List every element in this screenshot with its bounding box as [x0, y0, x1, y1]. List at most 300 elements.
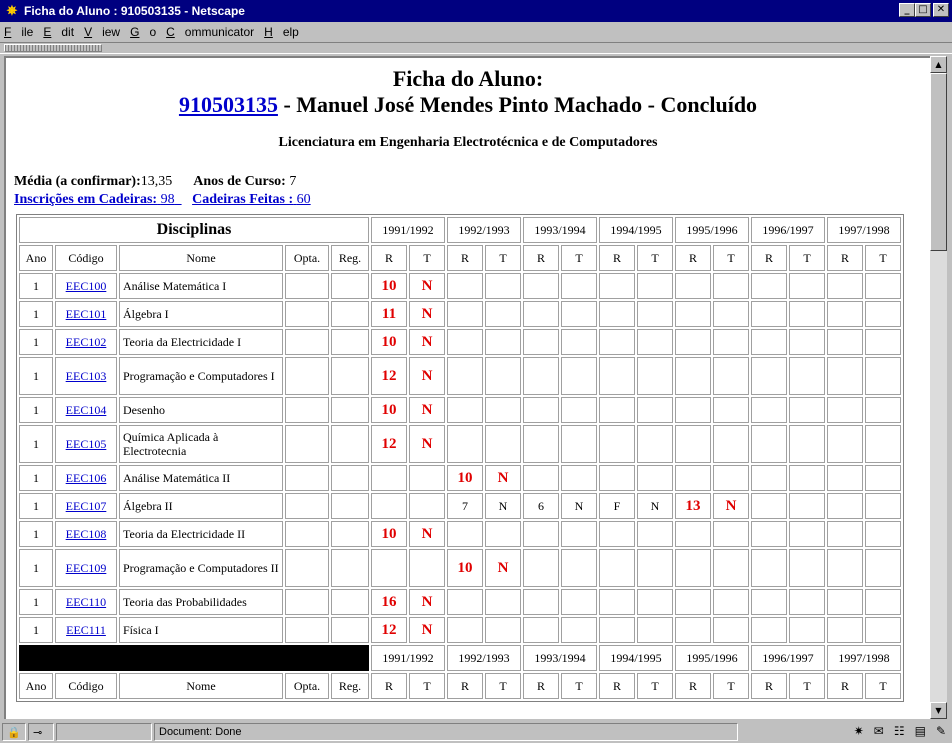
- year-header: 1994/1995: [599, 217, 673, 243]
- menu-help[interactable]: H elp: [264, 25, 299, 39]
- inscricoes-link[interactable]: [14, 192, 182, 207]
- cell-type: N: [409, 521, 445, 547]
- cell-reg: [331, 549, 369, 587]
- year-header: 1993/1994: [523, 217, 597, 243]
- menu-view[interactable]: V iew: [84, 25, 121, 39]
- col-r: R: [447, 245, 483, 271]
- cell-reg: [331, 521, 369, 547]
- col-t: T: [561, 673, 597, 699]
- cell-result: 6: [523, 493, 559, 519]
- col-t: T: [409, 245, 445, 271]
- cell-type: [865, 493, 901, 519]
- cell-type: [485, 589, 521, 615]
- navigator-icon[interactable]: ✷: [853, 724, 864, 738]
- cell-type: [485, 329, 521, 355]
- cell-result: [599, 329, 635, 355]
- cell-result: [599, 273, 635, 299]
- cell-type: [637, 465, 673, 491]
- collapsed-toolbar: [0, 42, 952, 54]
- cell-type: [561, 357, 597, 395]
- cell-opta: [285, 425, 329, 463]
- cell-result: [599, 397, 635, 423]
- cell-result: [523, 425, 559, 463]
- col-r: R: [751, 673, 787, 699]
- cell-reg: [331, 493, 369, 519]
- cell-type: [637, 549, 673, 587]
- cell-type: N: [485, 549, 521, 587]
- course-code-link[interactable]: EEC105: [65, 436, 107, 451]
- year-header: 1992/1993: [447, 217, 521, 243]
- cell-nome: Programação e Computadores II: [119, 549, 283, 587]
- cell-type: [865, 301, 901, 327]
- cell-result: 16: [371, 589, 407, 615]
- course-code-link[interactable]: EEC106: [65, 470, 107, 485]
- cell-type: [485, 357, 521, 395]
- cell-codigo: [55, 273, 117, 299]
- vertical-scrollbar[interactable]: [930, 56, 947, 719]
- cell-result: [827, 425, 863, 463]
- cell-result: [675, 589, 711, 615]
- cell-result: 10: [371, 273, 407, 299]
- cell-result: [827, 521, 863, 547]
- cell-type: [789, 301, 825, 327]
- close-button[interactable]: ✕: [933, 3, 949, 17]
- year-header: 1996/1997: [751, 217, 825, 243]
- col-r: R: [599, 673, 635, 699]
- cell-codigo: [55, 549, 117, 587]
- cell-type: [865, 589, 901, 615]
- col-t: T: [561, 245, 597, 271]
- page-heading: [6, 66, 930, 118]
- cell-type: [713, 465, 749, 491]
- cell-result: 12: [371, 357, 407, 395]
- menu-go[interactable]: G o: [130, 25, 157, 39]
- cell-result: [751, 617, 787, 643]
- cell-nome: Programação e Computadores I: [119, 357, 283, 395]
- cell-result: [751, 273, 787, 299]
- top-column-header-row: [19, 245, 901, 271]
- cell-result: [827, 301, 863, 327]
- cell-type: [485, 617, 521, 643]
- col-codigo: Código: [55, 673, 117, 699]
- col-r: R: [523, 245, 559, 271]
- cell-codigo: [55, 493, 117, 519]
- cell-type: [485, 521, 521, 547]
- inscricoes-value: 98: [160, 192, 175, 207]
- cell-type: [713, 549, 749, 587]
- menu-file[interactable]: F ile: [4, 25, 34, 39]
- course-code-link[interactable]: EEC101: [65, 306, 107, 321]
- col-t: T: [713, 245, 749, 271]
- cell-codigo: [55, 329, 117, 355]
- cell-result: 13: [675, 493, 711, 519]
- cell-result: [827, 465, 863, 491]
- col-r: R: [827, 245, 863, 271]
- cell-opta: [285, 273, 329, 299]
- cell-type: [561, 521, 597, 547]
- year-header: 1995/1996: [675, 645, 749, 671]
- menu-communicator[interactable]: C ommunicator: [166, 25, 255, 39]
- scroll-up-icon[interactable]: ▲: [930, 56, 947, 73]
- table-row: [19, 589, 901, 615]
- table-row: [19, 549, 901, 587]
- cell-type: N: [409, 329, 445, 355]
- cell-type: [865, 521, 901, 547]
- cell-result: [523, 357, 559, 395]
- cell-result: [675, 301, 711, 327]
- cell-type: [485, 397, 521, 423]
- col-t: T: [637, 245, 673, 271]
- cell-ano: 1: [19, 549, 53, 587]
- cell-type: [637, 301, 673, 327]
- cell-result: [751, 549, 787, 587]
- table-row: [19, 329, 901, 355]
- cell-opta: [285, 329, 329, 355]
- cell-result: [523, 521, 559, 547]
- cell-result: 10: [447, 549, 483, 587]
- cell-result: [523, 549, 559, 587]
- cell-type: [865, 617, 901, 643]
- component-bar: [854, 724, 946, 738]
- cell-type: [789, 549, 825, 587]
- cell-type: [713, 273, 749, 299]
- netscape-icon: ✵: [6, 3, 18, 18]
- cell-nome: Teoria da Electricidade II: [119, 521, 283, 547]
- col-r: R: [827, 673, 863, 699]
- col-t: T: [409, 673, 445, 699]
- table-row: [19, 425, 901, 463]
- disciplinas-header: Disciplinas: [19, 217, 369, 243]
- cell-result: [523, 301, 559, 327]
- connection-icon: ⊸: [28, 723, 54, 741]
- cell-type: [865, 397, 901, 423]
- cell-result: [371, 465, 407, 491]
- cell-type: [561, 329, 597, 355]
- cell-type: [713, 397, 749, 423]
- cell-type: N: [409, 589, 445, 615]
- mail-icon[interactable]: ✉: [873, 724, 884, 738]
- course-code-link[interactable]: EEC108: [65, 526, 107, 541]
- cell-type: [637, 425, 673, 463]
- cell-type: N: [409, 397, 445, 423]
- cell-result: [751, 465, 787, 491]
- cell-opta: [285, 301, 329, 327]
- course-code-link[interactable]: EEC109: [65, 560, 107, 575]
- cell-reg: [331, 357, 369, 395]
- cell-result: [599, 425, 635, 463]
- cell-nome: Álgebra I: [119, 301, 283, 327]
- col-ano: Ano: [19, 245, 53, 271]
- cell-result: [675, 357, 711, 395]
- year-header: 1993/1994: [523, 645, 597, 671]
- cell-reg: [331, 617, 369, 643]
- cell-nome: Desenho: [119, 397, 283, 423]
- cell-reg: [331, 329, 369, 355]
- cell-result: [675, 425, 711, 463]
- cell-result: [599, 521, 635, 547]
- table-row: [19, 357, 901, 395]
- cell-type: [789, 465, 825, 491]
- media-label: Média (a confirmar):: [14, 174, 141, 189]
- table-row: [19, 397, 901, 423]
- cell-result: 12: [371, 425, 407, 463]
- cell-reg: [331, 273, 369, 299]
- bottom-column-header-row: [19, 673, 901, 699]
- menu-edit[interactable]: E dit: [43, 25, 75, 39]
- cell-result: [447, 425, 483, 463]
- col-t: T: [713, 673, 749, 699]
- cell-result: [751, 329, 787, 355]
- col-nome: Nome: [119, 245, 283, 271]
- cell-type: [865, 425, 901, 463]
- cell-result: [599, 589, 635, 615]
- cell-result: [447, 301, 483, 327]
- cell-type: [865, 273, 901, 299]
- cell-ano: 1: [19, 425, 53, 463]
- cell-type: N: [409, 357, 445, 395]
- course-code-link[interactable]: EEC111: [66, 622, 106, 637]
- col-t: T: [789, 245, 825, 271]
- cell-result: [523, 465, 559, 491]
- table-row: [19, 617, 901, 643]
- cell-type: [865, 357, 901, 395]
- cell-nome: Teoria da Electricidade I: [119, 329, 283, 355]
- cell-result: [827, 273, 863, 299]
- cell-result: [827, 549, 863, 587]
- course-code-link[interactable]: EEC107: [65, 498, 107, 513]
- cell-type: [637, 617, 673, 643]
- cell-ano: 1: [19, 273, 53, 299]
- cell-result: 10: [371, 397, 407, 423]
- col-r: R: [447, 673, 483, 699]
- cell-ano: 1: [19, 301, 53, 327]
- cell-result: [751, 521, 787, 547]
- cell-type: [865, 549, 901, 587]
- cell-type: [561, 549, 597, 587]
- cell-result: [675, 465, 711, 491]
- student-id-link[interactable]: 910503135: [178, 92, 278, 117]
- cell-ano: 1: [19, 589, 53, 615]
- scroll-thumb[interactable]: [930, 73, 947, 251]
- cell-opta: [285, 493, 329, 519]
- col-t: T: [789, 673, 825, 699]
- col-r: R: [523, 673, 559, 699]
- cell-type: [409, 493, 445, 519]
- year-header: 1991/1992: [371, 217, 445, 243]
- cell-type: [637, 521, 673, 547]
- cell-result: [371, 493, 407, 519]
- cell-result: [827, 493, 863, 519]
- cell-opta: [285, 357, 329, 395]
- security-lock-icon[interactable]: 🔒: [2, 723, 26, 741]
- cell-type: N: [637, 493, 673, 519]
- cell-type: [637, 397, 673, 423]
- table-row: [19, 273, 901, 299]
- feitas-link[interactable]: [192, 192, 311, 207]
- year-header: 1995/1996: [675, 217, 749, 243]
- cell-result: [599, 549, 635, 587]
- cell-type: [637, 329, 673, 355]
- anos-label: Anos de Curso:: [193, 174, 286, 189]
- col-r: R: [751, 245, 787, 271]
- year-header: 1992/1993: [447, 645, 521, 671]
- cell-result: [675, 521, 711, 547]
- anos-value: 7: [289, 174, 297, 189]
- cell-result: [599, 617, 635, 643]
- cell-result: [675, 617, 711, 643]
- cell-result: [523, 329, 559, 355]
- toolbar-grip[interactable]: [4, 44, 102, 52]
- cell-result: 10: [371, 329, 407, 355]
- cell-result: [447, 589, 483, 615]
- cell-result: 12: [371, 617, 407, 643]
- cell-opta: [285, 589, 329, 615]
- course-code-link[interactable]: EEC110: [65, 594, 107, 609]
- scroll-down-icon[interactable]: ▼: [930, 702, 947, 719]
- cell-codigo: [55, 357, 117, 395]
- cell-reg: [331, 301, 369, 327]
- col-t: T: [485, 245, 521, 271]
- cell-type: [561, 273, 597, 299]
- cell-result: [447, 273, 483, 299]
- discussion-icon[interactable]: ☷: [893, 724, 905, 738]
- cell-type: [409, 549, 445, 587]
- cell-type: [561, 301, 597, 327]
- col-r: R: [371, 673, 407, 699]
- cell-result: 10: [371, 521, 407, 547]
- feitas-label: Cadeiras Feitas :: [192, 192, 294, 207]
- cell-result: [523, 273, 559, 299]
- cell-codigo: [55, 521, 117, 547]
- cell-type: N: [409, 617, 445, 643]
- table-row: [19, 465, 901, 491]
- table-row: [19, 493, 901, 519]
- cell-result: [751, 397, 787, 423]
- edit-icon[interactable]: ✎: [935, 724, 946, 738]
- cell-type: [637, 589, 673, 615]
- col-opta: Opta.: [285, 245, 329, 271]
- cell-type: N: [409, 301, 445, 327]
- inscricoes-label: Inscrições em Cadeiras:: [14, 192, 158, 207]
- cell-type: N: [485, 493, 521, 519]
- composer-icon[interactable]: ▤: [914, 724, 926, 738]
- course-code-link[interactable]: EEC100: [65, 278, 107, 293]
- cell-type: [713, 329, 749, 355]
- cell-type: [561, 465, 597, 491]
- progress-area: [56, 723, 152, 741]
- student-name: - Manuel José Mendes Pinto Machado - Concluído: [277, 92, 758, 117]
- col-t: T: [637, 673, 673, 699]
- cell-result: [447, 397, 483, 423]
- col-r: R: [675, 673, 711, 699]
- course-code-link[interactable]: EEC103: [65, 368, 107, 383]
- cell-result: [751, 357, 787, 395]
- student-summary: [14, 173, 930, 209]
- col-t: T: [485, 673, 521, 699]
- page-title: Ficha do Aluno:: [392, 66, 544, 91]
- cell-type: [713, 301, 749, 327]
- maximize-button[interactable]: □: [915, 3, 931, 17]
- cell-result: [675, 397, 711, 423]
- cell-result: [827, 329, 863, 355]
- cell-opta: [285, 397, 329, 423]
- cell-codigo: [55, 425, 117, 463]
- course-code-link[interactable]: EEC104: [65, 402, 107, 417]
- cell-result: [827, 397, 863, 423]
- course-name: Licenciatura em Engenharia Electrotécnica e de Computadores: [278, 135, 658, 150]
- year-header: 1994/1995: [599, 645, 673, 671]
- cell-type: [485, 301, 521, 327]
- cell-result: [751, 589, 787, 615]
- cell-ano: 1: [19, 521, 53, 547]
- cell-opta: [285, 617, 329, 643]
- cell-ano: 1: [19, 617, 53, 643]
- cell-result: F: [599, 493, 635, 519]
- cell-result: [523, 589, 559, 615]
- cell-type: [789, 521, 825, 547]
- cell-result: [827, 357, 863, 395]
- cell-result: [599, 301, 635, 327]
- cell-nome: Análise Matemática II: [119, 465, 283, 491]
- cell-codigo: [55, 465, 117, 491]
- cell-codigo: [55, 617, 117, 643]
- cell-type: N: [561, 493, 597, 519]
- cell-type: [637, 273, 673, 299]
- cell-ano: 1: [19, 329, 53, 355]
- cell-result: [751, 425, 787, 463]
- col-r: R: [599, 245, 635, 271]
- cell-result: [675, 273, 711, 299]
- cell-reg: [331, 589, 369, 615]
- status-bar: [0, 721, 952, 743]
- cell-type: [561, 617, 597, 643]
- cell-result: [447, 617, 483, 643]
- cell-nome: Análise Matemática I: [119, 273, 283, 299]
- year-header: 1996/1997: [751, 645, 825, 671]
- cell-type: [789, 425, 825, 463]
- col-codigo: Código: [55, 245, 117, 271]
- status-text: Document: Done: [154, 723, 738, 741]
- course-code-link[interactable]: EEC102: [65, 334, 107, 349]
- student-header: [6, 92, 930, 118]
- cell-result: 7: [447, 493, 483, 519]
- cell-reg: [331, 397, 369, 423]
- cell-ano: 1: [19, 397, 53, 423]
- cell-nome: Física I: [119, 617, 283, 643]
- minimize-button[interactable]: _: [899, 3, 915, 17]
- cell-result: [447, 329, 483, 355]
- cell-type: [789, 273, 825, 299]
- cell-result: [675, 329, 711, 355]
- page-viewport: [4, 56, 930, 719]
- col-nome: Nome: [119, 673, 283, 699]
- cell-type: [713, 357, 749, 395]
- cell-result: [827, 617, 863, 643]
- cell-result: [447, 357, 483, 395]
- cell-result: [599, 465, 635, 491]
- media-value: 13,35: [140, 174, 173, 189]
- year-header: 1997/1998: [827, 217, 901, 243]
- cell-ano: 1: [19, 493, 53, 519]
- cell-opta: [285, 465, 329, 491]
- cell-codigo: [55, 301, 117, 327]
- cell-reg: [331, 425, 369, 463]
- cell-type: [789, 357, 825, 395]
- cell-type: N: [485, 465, 521, 491]
- cell-type: [713, 589, 749, 615]
- cell-type: [789, 617, 825, 643]
- cell-type: N: [409, 425, 445, 463]
